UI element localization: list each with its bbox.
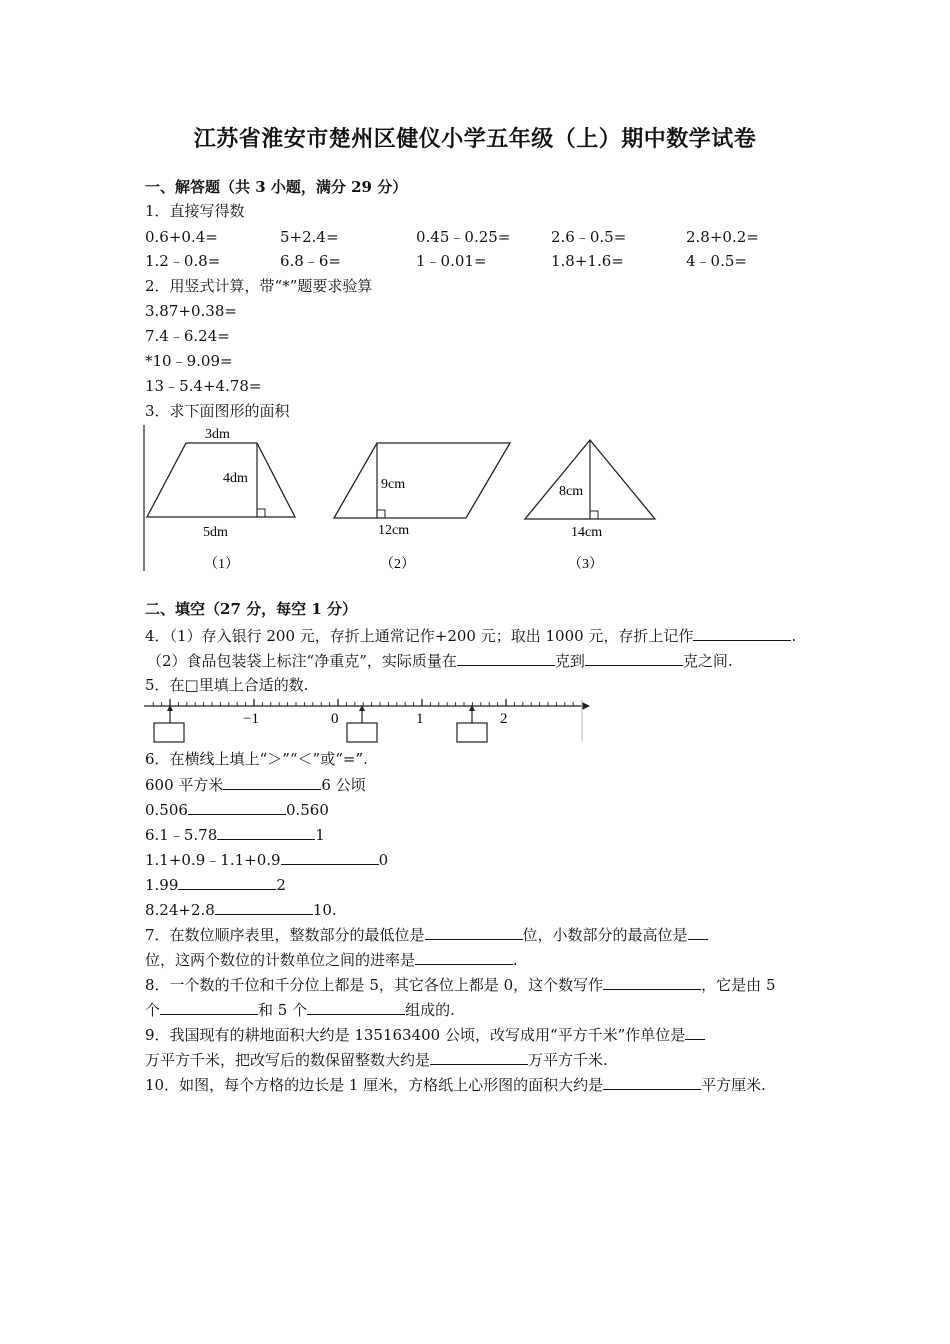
compare-left: 1.1+0.9﹣1.1+0.9: [145, 851, 281, 869]
trapezoid-bottom-label: 5dm: [203, 525, 228, 540]
calc-item: 0.6+0.4=: [145, 228, 218, 246]
answer-box-3[interactable]: [457, 705, 487, 742]
vertical-calc-item: 3.87+0.38=: [145, 302, 237, 320]
calc-item: 1.2﹣0.8=: [145, 252, 221, 270]
answer-blank[interactable]: [178, 873, 276, 890]
answer-blank[interactable]: [223, 773, 321, 790]
compare-item: [145, 798, 329, 821]
q4a-end: .: [791, 627, 797, 645]
answer-blank[interactable]: [215, 898, 313, 915]
question-8-line-2: [145, 998, 455, 1021]
answer-blank[interactable]: [457, 649, 555, 666]
answer-box-1[interactable]: [154, 705, 184, 742]
answer-blank[interactable]: [160, 998, 258, 1015]
question-9-line-1: [145, 1023, 705, 1046]
calc-item: 1.8+1.6=: [551, 252, 624, 270]
question-2-label: 2．用竖式计算，带“*”题要求验算: [145, 277, 373, 295]
compare-item: [145, 773, 366, 796]
answer-blank[interactable]: [693, 624, 791, 641]
vertical-calc-item: *10﹣9.09=: [145, 352, 233, 370]
calc-item: 4﹣0.5=: [686, 252, 747, 270]
compare-item: [145, 873, 286, 896]
answer-blank[interactable]: [603, 1073, 701, 1090]
question-5-label: 5．在□里填上合适的数.: [145, 676, 309, 694]
calc-item: 0.45﹣0.25=: [416, 228, 511, 246]
number-line-ticks: [153, 699, 573, 706]
answer-blank[interactable]: [685, 1023, 705, 1040]
compare-right: 0: [378, 851, 389, 869]
compare-left: 6.1﹣5.78: [145, 826, 218, 844]
vertical-calc-item: 13﹣5.4+4.78=: [145, 377, 262, 395]
q9-text-c: 万平方千米.: [528, 1051, 608, 1069]
figure-caption-2: （2）: [380, 557, 415, 572]
tick-label-minus-one: −1: [243, 711, 259, 727]
compare-right: 0.560: [285, 801, 329, 819]
q8-text-a: 8．一个数的千位和千分位上都是 5，其它各位上都是 0，这个数写作: [145, 976, 604, 994]
compare-item: [145, 848, 388, 871]
parallelogram-figure: [334, 443, 510, 572]
compare-left: 600 平方米: [145, 776, 224, 794]
answer-blank[interactable]: [603, 973, 701, 990]
question-7-line-1: [145, 923, 708, 946]
compare-right: 10.: [312, 901, 337, 919]
calc-item: 2.8+0.2=: [686, 228, 759, 246]
compare-item: [145, 823, 325, 846]
compare-right: 1: [315, 826, 325, 844]
question-8-line-1: [145, 973, 775, 996]
q9-text-b: 万平方千米，把改写后的数保留整数大约是: [145, 1051, 431, 1069]
question-4-part-2: [147, 649, 733, 672]
figure-caption-1: （1）: [204, 557, 239, 572]
q8-text-b: ，它是由 5: [701, 976, 776, 994]
answer-blank[interactable]: [217, 823, 315, 840]
tick-label-one: 1: [416, 711, 424, 727]
section-heading-2: 二、填空（27 分，每空 1 分）: [145, 600, 357, 618]
q4a-text: 4．（1）存入银行 200 元，存折上通常记作+200 元；取出 1000 元，存折上记作: [145, 627, 694, 645]
trapezoid-figure: [147, 427, 295, 572]
answer-box-2[interactable]: [347, 705, 377, 742]
q4b-end: 克之间.: [682, 652, 733, 670]
answer-blank[interactable]: [585, 649, 683, 666]
q7-text-b: 位，小数部分的最高位是: [522, 926, 688, 944]
calc-item: 1﹣0.01=: [416, 252, 487, 270]
q7-text-d: .: [513, 951, 518, 969]
q10-text-b: 平方厘米.: [701, 1076, 766, 1094]
parallelogram-height-label: 9cm: [381, 477, 406, 492]
answer-blank[interactable]: [425, 923, 523, 940]
compare-item: [145, 898, 337, 921]
vertical-calc-item: 7.4﹣6.24=: [145, 327, 230, 345]
question-9-line-2: [145, 1048, 608, 1071]
question-10: [145, 1073, 766, 1096]
page-title: 江苏省淮安市楚州区健仪小学五年级（上）期中数学试卷: [193, 126, 757, 152]
trapezoid-height-label: 4dm: [223, 471, 248, 486]
calc-item: 5+2.4=: [280, 228, 339, 246]
q9-text-a: 9．我国现有的耕地面积大约是 135163400 公顷，改写成用“平方千米”作单位是: [145, 1026, 686, 1044]
q4b-mid: 克到: [554, 652, 585, 670]
answer-blank[interactable]: [307, 998, 405, 1015]
answer-blank[interactable]: [430, 1048, 528, 1065]
tick-label-two: 2: [500, 711, 508, 727]
q8-text-c: 个: [145, 1001, 161, 1019]
question-7-line-2: [145, 948, 518, 971]
calc-item: 6.8﹣6=: [280, 252, 341, 270]
q4b-text: （2）食品包装袋上标注“净重克”，实际质量在: [147, 652, 457, 670]
compare-left: 8.24+2.8: [145, 901, 215, 919]
triangle-figure: [525, 440, 655, 572]
compare-left: 1.99: [145, 876, 179, 894]
answer-blank[interactable]: [688, 923, 708, 940]
q7-text-c: 位，这两个数位的计数单位之间的进率是: [145, 951, 416, 969]
section-heading-1: 一、解答题（共 3 小题，满分 29 分）: [145, 178, 408, 196]
compare-right: 6 公顷: [321, 776, 366, 794]
q8-text-d: 和 5 个: [258, 1001, 308, 1019]
trapezoid-top-label: 3dm: [205, 427, 230, 442]
answer-blank[interactable]: [281, 848, 379, 865]
q7-text-a: 7．在数位顺序表里，整数部分的最低位是: [145, 926, 425, 944]
triangle-height-label: 8cm: [559, 484, 584, 499]
figure-caption-3: （3）: [568, 557, 603, 572]
q8-text-e: 组成的.: [405, 1001, 455, 1019]
parallelogram-base-label: 12cm: [378, 523, 410, 538]
q10-text-a: 10．如图，每个方格的边长是 1 厘米，方格纸上心形图的面积大约是: [145, 1076, 604, 1094]
tick-label-zero: 0: [331, 711, 339, 727]
answer-blank[interactable]: [188, 798, 286, 815]
question-3-label: 3．求下面图形的面积: [145, 402, 290, 420]
question-6-label: 6．在横线上填上“＞”“＜”或“=”.: [145, 750, 368, 768]
compare-left: 0.506: [145, 801, 188, 819]
compare-right: 2: [276, 876, 286, 894]
question-4-part-1: [145, 624, 796, 647]
question-1-label: 1．直接写得数: [145, 202, 245, 220]
triangle-base-label: 14cm: [571, 525, 603, 540]
calc-item: 2.6﹣0.5=: [551, 228, 627, 246]
number-line-figure: [144, 699, 590, 742]
answer-blank[interactable]: [415, 948, 513, 965]
